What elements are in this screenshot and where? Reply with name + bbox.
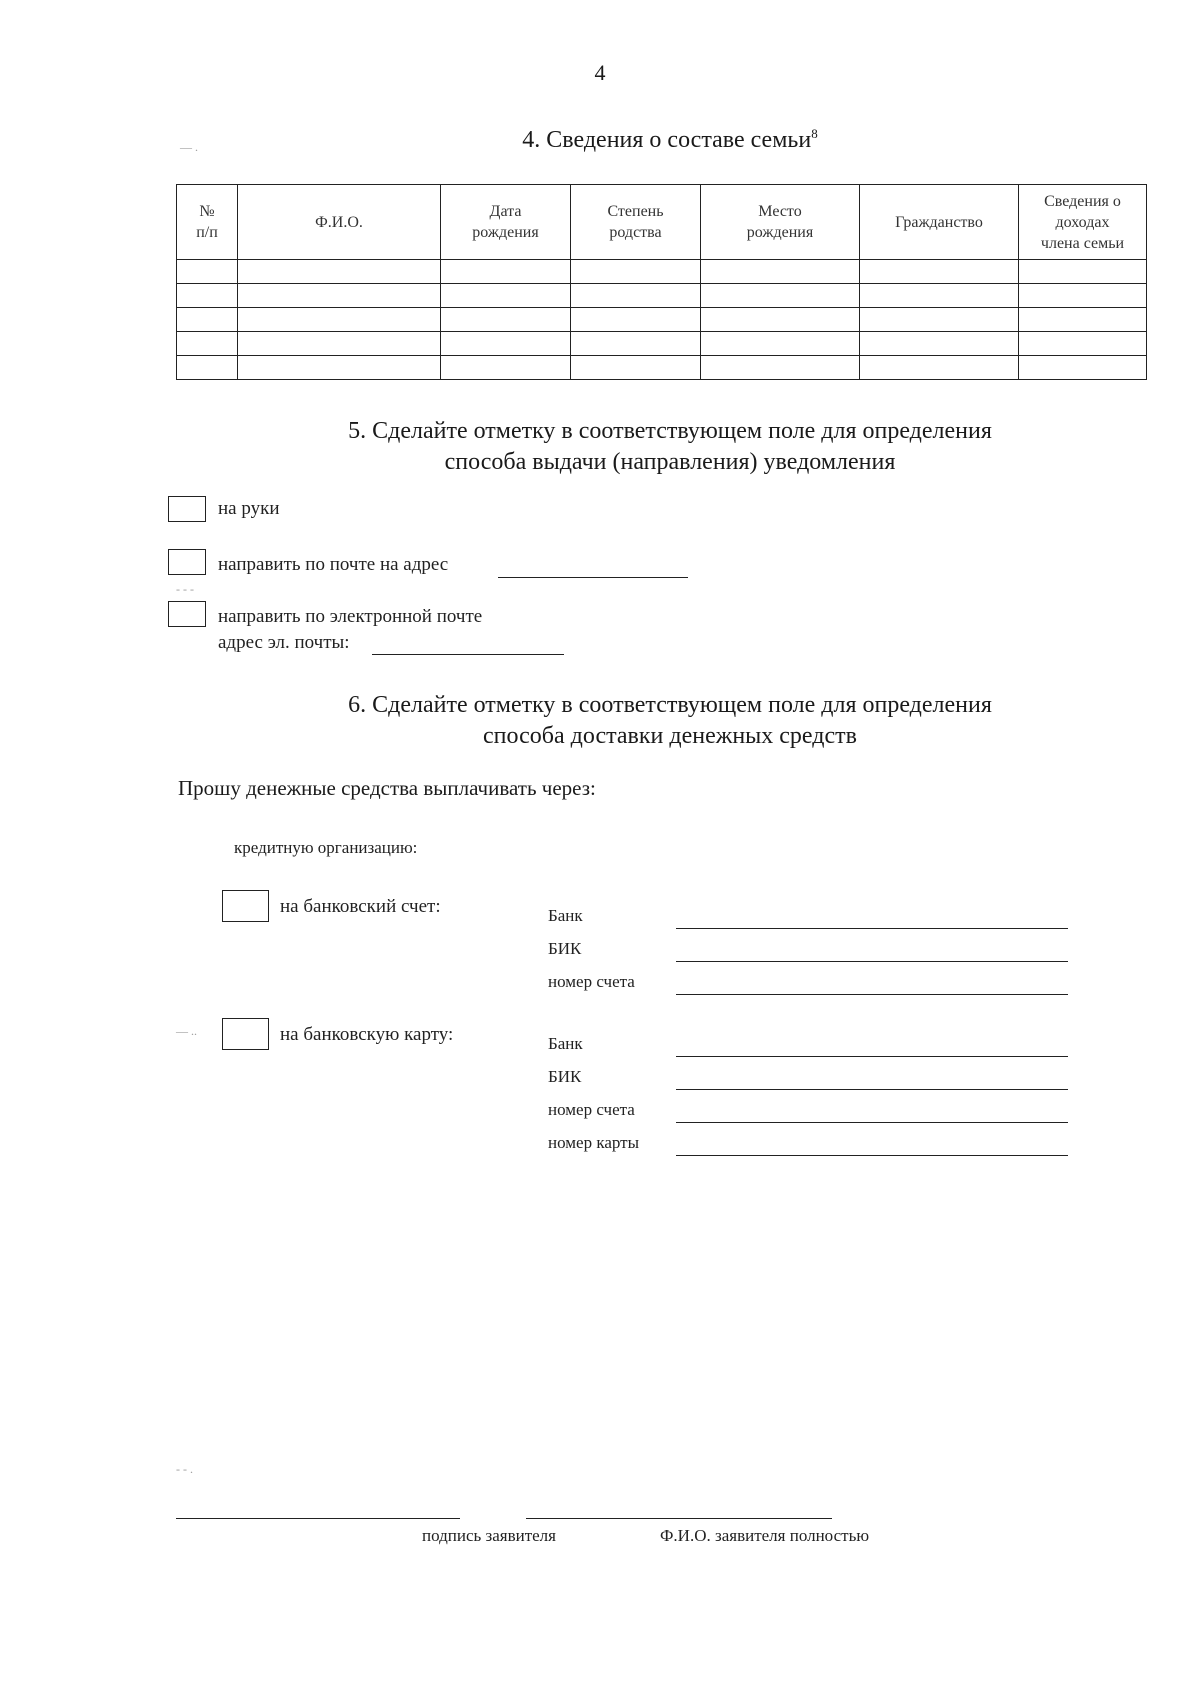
table-cell[interactable] [238,260,441,284]
table-header-line: Степень [607,203,664,220]
table-cell[interactable] [860,308,1019,332]
section-5-title-line-1: 5. Сделайте отметку в соответствующем поле для определения [348,418,992,444]
table-header-line: Гражданство [895,213,983,231]
bank-field-label: номер счета [548,972,635,991]
bank-field-line[interactable] [676,1089,1068,1090]
table-header-2 [238,185,441,260]
table-header-line: рождения [746,224,814,241]
scan-mark: - - - [176,582,194,596]
section-5-title [0,416,1200,478]
bank-field-label: БИК [548,1067,582,1086]
table-header-line: Дата [489,203,522,220]
table-cell[interactable] [238,308,441,332]
scan-mark: - - . [176,1462,193,1476]
bank-field-label: Банк [548,906,583,925]
footnote-marker: 8 [811,126,818,141]
table-cell[interactable] [860,356,1019,380]
payment-intro: Прошу денежные средства выплачивать через: [178,776,596,800]
table-cell[interactable] [701,332,860,356]
table-row [177,308,1147,332]
table-cell[interactable] [1019,308,1147,332]
family-composition-table [176,184,1147,380]
table-row [177,284,1147,308]
email-address-label: адрес эл. почты: [218,632,350,653]
bank-field-line[interactable] [676,1155,1068,1156]
table-cell[interactable] [701,356,860,380]
table-header-line: Ф.И.О. [315,213,363,231]
bank-field-line[interactable] [676,1056,1068,1057]
table-header-5 [701,185,860,260]
bank-field-label: БИК [548,939,582,958]
table-cell[interactable] [860,284,1019,308]
bank-card-label: на банковскую карту: [280,1024,454,1045]
table-cell[interactable] [441,284,571,308]
table-cell[interactable] [860,260,1019,284]
table-header-line: родства [609,224,662,241]
table-cell[interactable] [238,284,441,308]
section-6-title [0,690,1200,752]
checkbox-bank-card[interactable] [222,1018,269,1050]
section-4-title-text: 4. Сведения о составе семьи [522,127,812,153]
table-header-line: члена семьи [1040,234,1125,252]
table-cell[interactable] [571,284,701,308]
table-cell[interactable] [177,332,238,356]
table-row [177,260,1147,284]
section-5-title-line-2: способа выдачи (направления) уведомления [444,449,896,475]
table-cell[interactable] [571,332,701,356]
table-header-1 [177,185,238,260]
page-number: 4 [594,60,606,85]
table-cell[interactable] [860,332,1019,356]
table-header-line: доходах [1055,213,1110,231]
table-header-line: рождения [472,224,539,241]
option-email-label: направить по электронной почте [218,606,483,627]
table-header-row [177,185,1147,260]
table-cell[interactable] [177,260,238,284]
table-body [177,260,1147,380]
table-cell[interactable] [441,308,571,332]
table-cell[interactable] [1019,260,1147,284]
email-address-line[interactable] [372,654,564,655]
table-cell[interactable] [238,332,441,356]
table-cell[interactable] [571,356,701,380]
table-header-3 [441,185,571,260]
option-post-label: направить по почте на адрес [218,554,449,575]
bank-field-line[interactable] [676,928,1068,929]
table-cell[interactable] [571,308,701,332]
checkbox-bank-account[interactable] [222,890,269,922]
bank-field-line[interactable] [676,961,1068,962]
table-cell[interactable] [177,284,238,308]
section-6-title-line-2: способа доставки денежных средств [483,723,857,749]
table-cell[interactable] [1019,332,1147,356]
scan-mark: — .. [176,1024,197,1038]
table-cell[interactable] [238,356,441,380]
full-name-line[interactable] [526,1518,832,1519]
checkbox-email-delivery[interactable] [168,601,206,627]
bank-field-line[interactable] [676,1122,1068,1123]
table-cell[interactable] [1019,284,1147,308]
table-row [177,356,1147,380]
section-6-title-line-1: 6. Сделайте отметку в соответствующем поле для определения [348,692,992,718]
signature-caption: подпись заявителя [422,1526,556,1545]
bank-account-label: на банковский счет: [280,896,441,917]
bank-field-label: номер счета [548,1100,635,1119]
full-name-caption: Ф.И.О. заявителя полностью [660,1526,870,1545]
checkbox-hand-delivery[interactable] [168,496,206,522]
table-cell[interactable] [177,356,238,380]
table-header-line: № [199,203,215,220]
table-cell[interactable] [701,308,860,332]
table-header-4 [571,185,701,260]
bank-field-line[interactable] [676,994,1068,995]
table-row [177,332,1147,356]
table-header-6 [860,185,1019,260]
table-cell[interactable] [571,260,701,284]
table-cell[interactable] [441,356,571,380]
table-header-line: п/п [196,224,218,241]
post-address-line[interactable] [498,577,688,578]
table-cell[interactable] [177,308,238,332]
signature-line[interactable] [176,1518,460,1519]
table-header-line: Место [758,203,802,220]
scan-mark: — . [180,140,198,154]
table-cell[interactable] [1019,356,1147,380]
table-cell[interactable] [441,260,571,284]
option-hand-label: на руки [218,498,280,519]
table-cell[interactable] [701,284,860,308]
table-cell[interactable] [701,260,860,284]
checkbox-post-delivery[interactable] [168,549,206,575]
table-cell[interactable] [441,332,571,356]
bank-field-label: номер карты [548,1133,640,1152]
credit-organization-label: кредитную организацию: [234,838,418,857]
bank-field-label: Банк [548,1034,583,1053]
table-header-line: Сведения о [1044,192,1121,210]
table-header-7 [1019,185,1147,260]
